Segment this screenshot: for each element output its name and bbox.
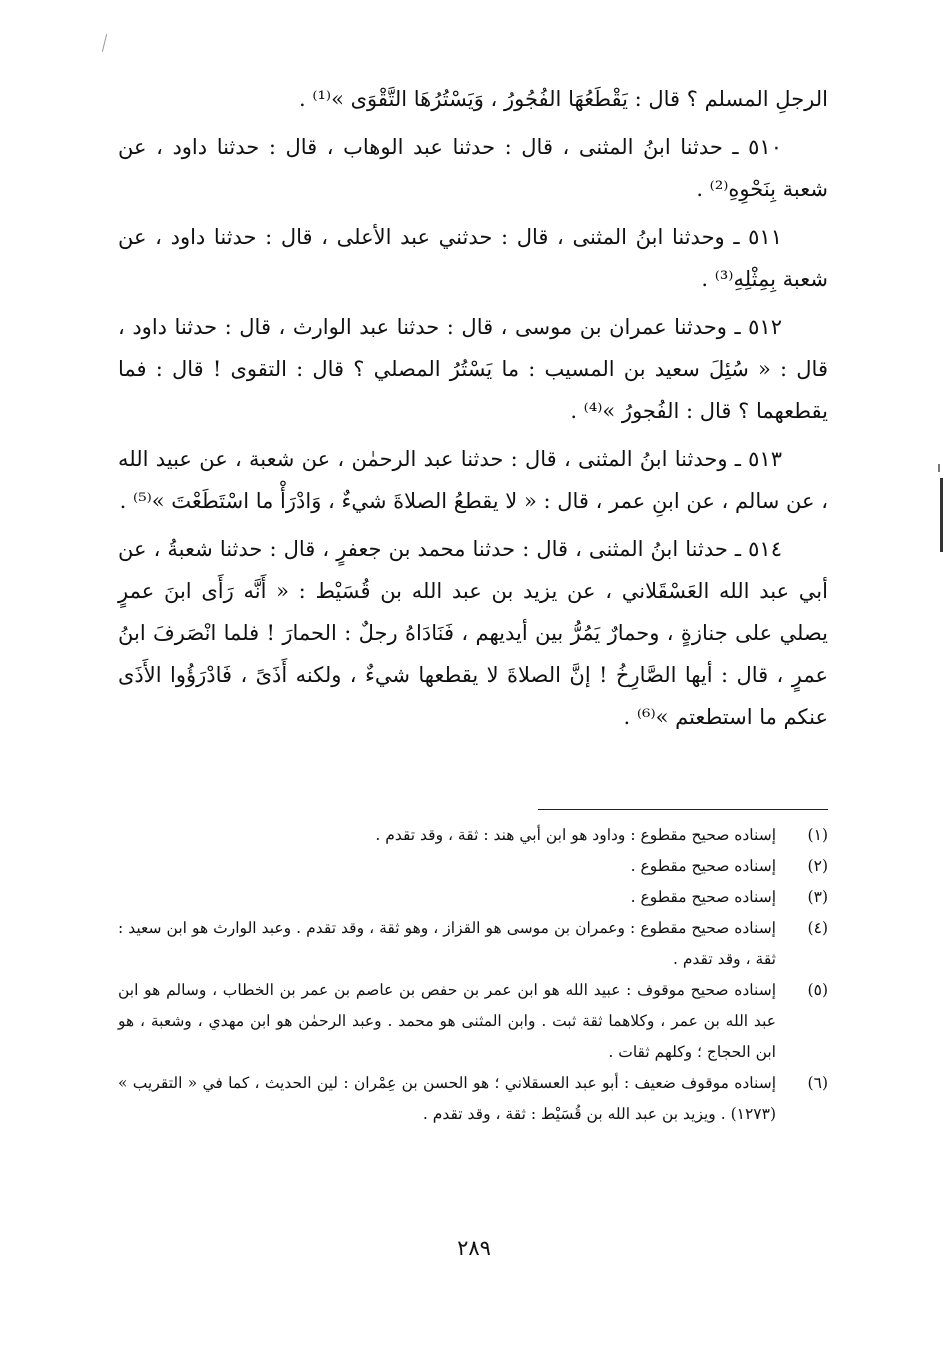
hadith-512: ٥١٢ ـ وحدثنا عمران بن موسى ، قال : حدثنا عبد الوارث ، قال : حدثنا داود ، قال : « سُئِلَ سعيد بن المسيب : ما يَسْتُرُ المصلي ؟ قال : التقوى ! قال : فما يقطعهما ؟ قال : الفُجورُ »⁽⁴⁾ . xyxy=(118,315,828,423)
footnote-number: (٢) xyxy=(807,857,828,875)
footnote-3 xyxy=(118,882,828,913)
hadith-513: ٥١٣ ـ وحدثنا ابنُ المثنى ، قال : حدثنا عبد الرحمٰن ، عن شعبة ، عن عبيد الله ، عن سالم ، عن ابنِ عمر ، قال : « لا يقطعُ الصلاةَ شيءٌ ، وَادْرَأْ ما اسْتَطَعْتَ »⁽⁵⁾ . xyxy=(118,447,828,513)
binding-edge-mark xyxy=(940,478,943,552)
footnote-6 xyxy=(118,1068,828,1130)
page-number: ٢٨٩ xyxy=(457,1236,491,1260)
hadith-511: ٥١١ ـ وحدثنا ابنُ المثنى ، قال : حدثني عبد الأعلى ، قال : حدثنا داود ، عن شعبة بِمِثْلِهِ⁽³⁾ . xyxy=(118,225,828,291)
footnote-number: (١) xyxy=(807,826,828,844)
footnote-text: إسناده صحيح مقطوع : وداود هو ابن أبي هند : ثقة ، وقد تقدم . xyxy=(375,826,776,844)
footnote-text: إسناده صحيح مقطوع : وعمران بن موسى هو القزاز ، وهو ثقة ، وقد تقدم . وعبد الوارث هو ابن سعيد : ثقة ، وقد تقدم . xyxy=(118,919,776,968)
footnote-text: إسناده موقوف ضعيف : أبو عبد العسقلاني ؛ هو الحسن بن عِمْران : لين الحديث ، كما في « التقريب » (١٢٧٣) . ويزيد بن عبد الله بن قُسَيْط : ثقة ، وقد تقدم . xyxy=(118,1074,776,1123)
footnote-text: إسناده صحيح مقطوع . xyxy=(630,888,776,906)
footnote-2 xyxy=(118,851,828,882)
footnote-text: إسناده صحيح موقوف : عبيد الله هو ابن عمر بن حفص بن عاصم بن عمر بن الخطاب ، وسالم هو ابن عبد الله بن عمر ، وكلاهما ثقة ثبت . وابن المثنى هو محمد . وعبد الرحمٰن هو ابن مهدي ، وشعبة ، هو ابن الحجاج ؛ وكلهم ثقات . xyxy=(118,981,776,1061)
footnote-text: إسناده صحيح مقطوع . xyxy=(630,857,776,875)
footnote-4 xyxy=(118,913,828,975)
hadith-514: ٥١٤ ـ حدثنا ابنُ المثنى ، قال : حدثنا محمد بن جعفرٍ ، قال : حدثنا شعبةُ ، عن أبي عبد الله العَسْقَلاني ، عن يزيد بن عبد الله بن قُسَيْط : « أَنَّه رَأَى ابنَ عمرٍ يصلي على جنازةٍ ، وحمارٌ يَمُرُّ بين أيديهم ، فَنَادَاهُ رجلٌ : الحمارَ ! فلما انْصَرفَ ابنُ عمرٍ ، قال : أيها الصَّارِخُ ! إنَّ الصلاةَ لا يقطعها شيءٌ ، ولكنه أَذَىً ، فَادْرَؤُوا الأَذَى عنكم ما استطعتم »⁽⁶⁾ . xyxy=(118,537,828,729)
hadith-510: ٥١٠ ـ حدثنا ابنُ المثنى ، قال : حدثنا عبد الوهاب ، قال : حدثنا داود ، عن شعبة بِنَحْوِهِ⁽²⁾ . xyxy=(118,135,828,201)
edge-tick xyxy=(938,464,940,472)
footnote-number: (٤) xyxy=(807,919,828,937)
footnote-divider xyxy=(538,809,828,810)
main-text xyxy=(118,78,828,744)
footnote-number: (٣) xyxy=(807,888,828,906)
footnote-number: (٦) xyxy=(807,1074,828,1092)
footnote-5 xyxy=(118,975,828,1068)
continuation-paragraph: الرجلِ المسلم ؟ قال : يَقْطَعُهَا الفُجُورُ ، وَيَسْتُرُهَا التَّقْوَى »⁽¹⁾ . xyxy=(298,87,828,111)
footnote-1 xyxy=(118,820,828,851)
scan-mark xyxy=(102,34,107,52)
footnotes xyxy=(118,820,828,1130)
footnote-number: (٥) xyxy=(807,981,828,999)
